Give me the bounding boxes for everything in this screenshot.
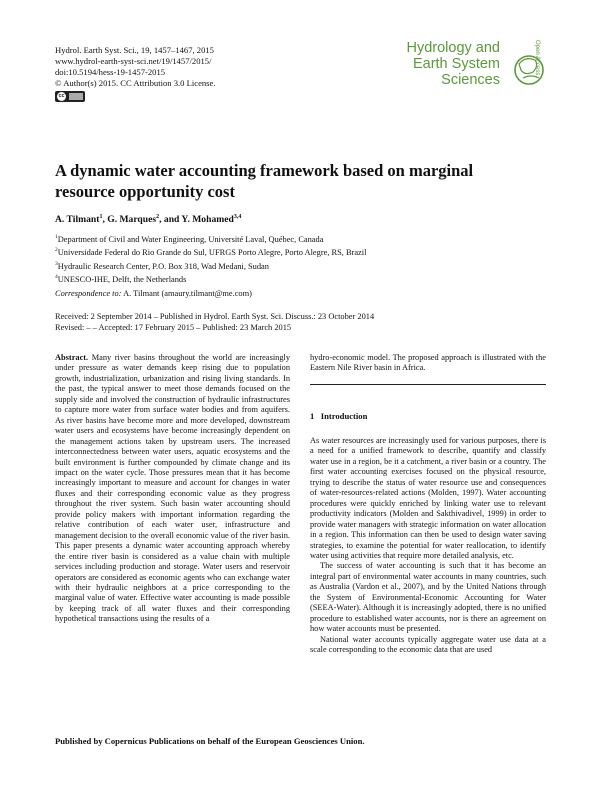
paper-title-line1: A dynamic water accounting framework based on marginal xyxy=(55,161,474,180)
article-doi[interactable]: doi:10.5194/hess-19-1457-2015 xyxy=(55,67,166,77)
author-separator: , and xyxy=(159,214,182,226)
journal-name-line1: Hydrology and xyxy=(406,40,500,56)
affiliations xyxy=(55,232,535,285)
author-separator: , xyxy=(102,214,108,226)
journal-name-line3: Sciences xyxy=(441,72,500,88)
abstract-continued: hydro-economic model. The proposed approach is illustrated with the Eastern Nile River basin in Africa. xyxy=(310,353,546,373)
article-url[interactable]: www.hydrol-earth-syst-sci.net/19/1457/2015/ xyxy=(55,56,212,66)
author-list xyxy=(55,214,241,225)
open-access-label: Open Access xyxy=(534,40,540,76)
abstract-text: Many river basins throughout the world are increasingly under pressure as water demands keep rising due to population growth, industrialization, urbanization and rising living standards. In the past, the typical answer to meet those demands focused on the supply side and involved the construction of hydraulic infrastructures to capture more water from surface water bodies and from aquifers. As river basins have become more and more developed, downstream water users and ecosystems have become increasingly dependent on the management actions taken by upstream users. The increased interconnectedness between water users, aquatic ecosystems and the built environment is further compounded by climate change and its impact on the water cycle. Those pressures mean that it has become increasingly important to measure and account for changes in water fluxes and their corresponding economic value as they progress throughout the river system. Such basin water accounting should provide policy makers with important information regarding the relative contribution of each water user, infrastructure and management decision to the overall economic value of the river basin. This paper presents a dynamic water accounting approach whereby the entire river basin is considered as a value chain with multiple services including production and storage. Water users and reservoir operators are considered as economic agents who can exchange water with their hydraulic neighbors at a price corresponding to the marginal value of water. Effective water accounting is made possible by keeping track of all water fluxes and their corresponding hypothetical transactions using the results of a xyxy=(55,353,290,624)
affiliation-item: $^4$UNESCO-IHE, Delft, the Netherlands xyxy=(55,273,187,284)
paper-title xyxy=(55,160,515,202)
received-dates: Received: 2 September 2014 – Published in Hydrol. Earth Syst. Sci. Discuss.: 23 October 2014 xyxy=(55,312,375,321)
journal-logo xyxy=(380,40,500,88)
cc-icon: cc xyxy=(58,93,65,99)
affiliation-item: $^1$Department of Civil and Water Engineering, Université Laval, Québec, Canada xyxy=(55,234,324,244)
copyright-notice: © Author(s) 2015. CC Attribution 3.0 License. xyxy=(55,78,216,88)
abstract-end-rule xyxy=(310,384,546,385)
publisher-footer: Published by Copernicus Publications on behalf of the European Geosciences Union. xyxy=(55,736,365,746)
intro-paragraph: The success of water accounting is such that it has become an integral part of environmental water accounts in many countries, such as Australia (Vardon et al., 2007), and by the United Nations through the System of Environmental-Economic Accounting for Water (SEEA-Water). Although it is increasingly adopted, there is no unified procedure to established water accounts, nor is there an agreement on how water accounts must be presented. xyxy=(310,561,546,634)
author-name: Y. Mohamed xyxy=(181,214,234,226)
abstract-label: Abstract. xyxy=(55,353,89,362)
author-affil-ref: 3,4 xyxy=(233,214,242,220)
journal-name-line2: Earth System xyxy=(412,56,500,72)
revised-dates: Revised: – – Accepted: 17 February 2015 – Published: 23 March 2015 xyxy=(55,323,292,332)
intro-paragraph: As water resources are increasingly used for various purposes, there is a need for a unified framework to describe, quantify and classify water use in a region, be it a catchment, a river basin or a country. The first water accounting exercises focused on the physical resource, trying to describe the status of water resource use and consequences of water-resources-related actions (Molden, 1997). Water accounting procedures were quickly enriched by linking water use to relevant productivity indicators (Molden and Sakthivadivel, 1999) in order to provide water managers with strategic information on water allocation in a region. This information can then be used to design water saving strategies, to examine the potential for water reallocation, to identify water using activities that require more detailed analysis, etc. xyxy=(310,436,546,560)
affiliation-item: $^2$Universidade Federal do Rio Grande do Sul, UFRGS Porto Alegre, Porto Alegre, RS, Brazil xyxy=(55,247,367,258)
open-access-icon xyxy=(505,34,549,96)
correspondence-label: Correspondence to: xyxy=(55,289,122,298)
affiliation-item: $^3$Hydraulic Research Center, P.O. Box 318, Wad Medani, Sudan xyxy=(55,260,269,271)
abstract xyxy=(55,353,290,625)
author-affil-ref: 1 xyxy=(99,214,103,220)
open-access-logo xyxy=(505,34,549,96)
correspondence xyxy=(55,289,252,300)
correspondence-email[interactable]: A. Tilmant (amaury.tilmant@me.com) xyxy=(121,289,252,298)
introduction-text xyxy=(310,436,546,656)
intro-paragraph: National water accounts typically aggregate water use data at a scale corresponding to the economic data that are used xyxy=(310,634,546,655)
author-name: G. Marques xyxy=(107,214,157,226)
paper-title-line2: resource opportunity cost xyxy=(55,182,235,201)
journal-citation: Hydrol. Earth Syst. Sci., 19, 1457–1467, 2015 xyxy=(55,45,214,55)
section-heading-introduction: 1 Introduction xyxy=(310,411,368,421)
author-affil-ref: 2 xyxy=(156,214,160,220)
author-name: A. Tilmant xyxy=(55,214,100,226)
cc-license-badge[interactable] xyxy=(55,91,85,102)
